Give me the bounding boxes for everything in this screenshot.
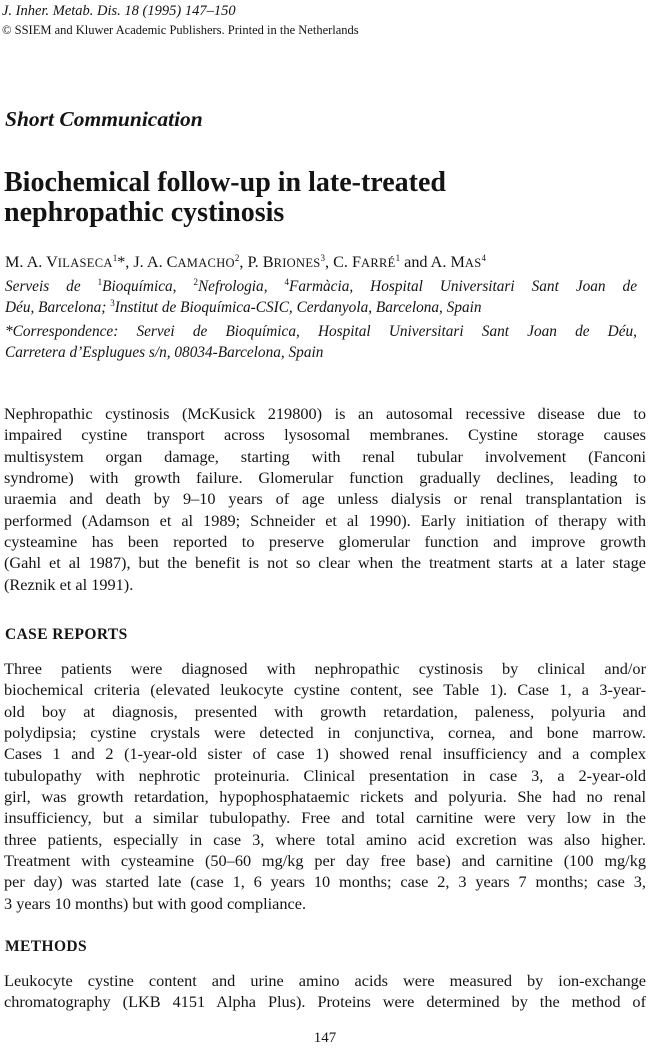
article-type: Short Communication [5,107,203,131]
methods-paragraph [4,970,646,1013]
author: P. BRIONES$^3$ [247,253,326,271]
text-line: syndrome) with growth failure. Glomerular function gradually declines, leading to [4,468,646,488]
text-line: Leukocyte cystine content and urine amino acids were measured by ion-exchange [4,971,646,990]
text-line: 3 years 10 months) but with good compliance. [4,893,307,913]
text-line: (Gahl et al 1987), but the benefit is not so clear when the treatment starts at a later stage [4,553,646,573]
text-line: Three patients were diagnosed with nephropathic cystinosis by clinical and/or [4,659,646,678]
author: J. A. CAMACHO$^2$ [133,253,240,271]
page-number: 147 [313,1030,337,1046]
correspondence [5,321,637,363]
text-line: chromatography (LKB 4151 Alpha Plus). Proteins were determined by the method of [4,992,646,1012]
section-heading-methods: METHODS [5,938,88,955]
text-line: performed (Adamson et al 1989; Schneider et al 1990). Early initiation of therapy with [4,510,646,530]
correspondence-line: Carretera d’Esplugues s/n, 08034-Barcelona, Spain [5,344,324,361]
text-line: tubulopathy with nephrotic proteinuria. Clinical presentation in case 3, a 2-year-old [4,765,646,785]
title-line: nephropathic cystinosis [4,197,285,228]
author: A. MAS$^4$ [430,253,486,271]
copyright-line: © SSIEM and Kluwer Academic Publishers. Printed in the Netherlands [2,23,359,37]
affiliation-line: Déu, Barcelona; $^3$Institut de Bioquímica-CSIC, Cerdanyola, Barcelona, Spain [5,298,482,316]
text-line: per day) was started late (case 1, 6 years 10 months; case 2, 3 years 7 months; case 3, [4,872,646,892]
text-line: uraemia and death by 9–10 years of age unless dialysis or renal transplantation is [4,489,646,509]
correspondence-line: *Correspondence: Servei de Bioquímica, Hospital Universitari Sant Joan de Déu, [5,323,637,340]
text-line: impaired cystine transport across lysosomal membranes. Cystine storage causes [4,425,646,445]
text-line: Treatment with cysteamine (50–60 mg/kg per day free base) and carnitine (100 mg/kg [4,851,646,871]
text-line: Cases 1 and 2 (1-year-old sister of case 1) showed renal insufficiency and a complex [4,744,646,764]
text-line: old boy at diagnosis, presented with growth retardation, paleness, polyuria and [4,701,646,721]
text-line: polydipsia; cystine crystals were detected in conjunctiva, cornea, and bone marrow. [4,723,646,743]
affiliation-line: Serveis de $^1$Bioquímica, $^2$Nefrologia, $^4$Farmàcia, Hospital Universitari Sant Joan de [5,277,637,295]
text-line: (Reznik et al 1991). [4,574,134,594]
text-line: insufficiency, but a similar tubulopathy. Free and total carnitine were very low in the [4,808,646,828]
text-line: cysteamine has been reported to preserve glomerular function and improve growth [4,532,646,552]
title-line: Biochemical follow-up in late-treated [4,167,446,198]
intro-paragraph [4,403,646,595]
case-reports-paragraph [4,658,646,914]
section-heading-case-reports: CASE REPORTS [5,626,128,643]
text-line: biochemical criteria (elevated leukocyte cystine content, see Table 1). Case 1, a 3-year- [4,680,646,700]
article-title [4,168,446,228]
author: M. A. VILASECA$^1$* [5,253,126,271]
text-line: girl, was growth retardation, hypophosphataemic rickets and polyuria. She had no renal [4,787,646,807]
affiliations [5,276,637,318]
author-list: M. A. VILASECA$^1$*, J. A. CAMACHO$^2$, P. BRIONES$^3$, C. FARRÉ$^1$ and A. MAS$^4$ [5,253,486,271]
text-line: three patients, especially in case 3, where total amino acid excretion was also higher. [4,829,646,849]
author: C. FARRÉ$^1$ [333,253,401,271]
text-line: multisystem organ damage, starting with renal tubular involvement (Fanconi [4,446,646,466]
journal-citation: J. Inher. Metab. Dis. 18 (1995) 147–150 [2,3,236,19]
text-line: Nephropathic cystinosis (McKusick 219800) is an autosomal recessive disease due to [4,404,646,423]
